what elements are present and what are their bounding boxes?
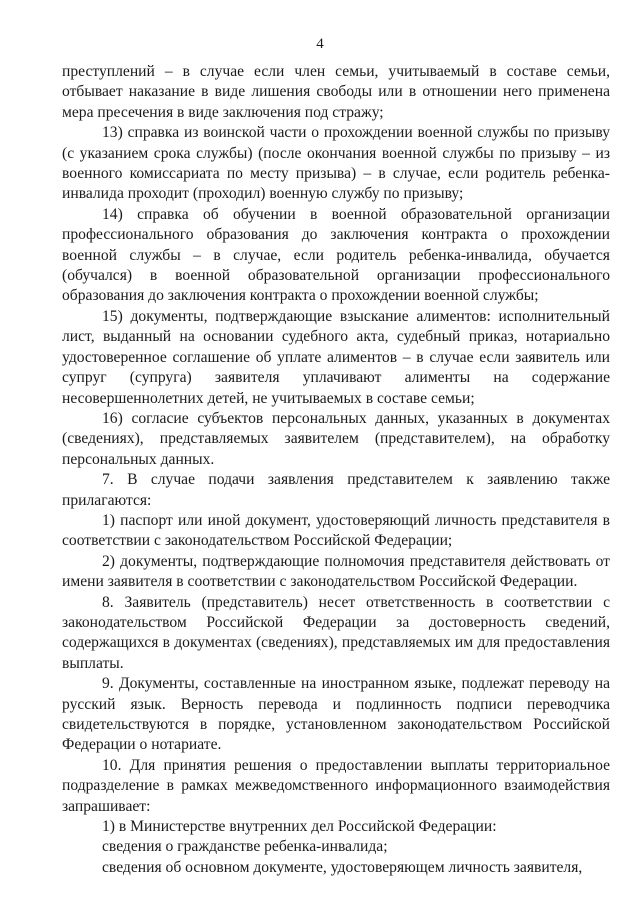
paragraph-section-10-item-1-a: сведения о гражданстве ребенка-инвалида; [102,838,388,856]
paragraph-section-8: 8. Заявитель (представитель) несет ответственность в соответствии с законодательством Российской Федерации за достоверность сведений, содержащихся в документах (сведениях), представляемых им для предоставления выплаты. [62,593,610,672]
paragraph-section-7-item-2: 2) документы, подтверждающие полномочия представителя действовать от имени заявителя в соответствии с законодательством Российской Федерации. [62,552,610,591]
paragraph-section-10: 10. Для принятия решения о предоставлении выплаты территориальное подразделение в рамках межведомственного информационного взаимодействия запрашивает: [62,756,610,815]
paragraph-section-9: 9. Документы, составленные на иностранном языке, подлежат переводу на русский язык. Верность перевода и подлинность подписи переводчика свидетельствуются в порядке, установленном законодательством Российской Федерации о нотариате. [62,675,610,754]
paragraph-item-16: 16) согласие субъектов персональных данных, указанных в документах (сведениях), представляемых заявителем (представителем), на обработку персональных данных. [62,409,610,468]
paragraph-item-15: 15) документы, подтверждающие взыскание алиментов: исполнительный лист, выданный на основании судебного акта, судебный приказ, нотариально удостоверенное соглашение об уплате алиментов – в случае если заявитель или супруг (супруга) заявителя уплачивают алименты на содержание несовершеннолетних детей, не учитываемых в составе семьи; [62,307,610,407]
paragraph-section-7-item-1: 1) паспорт или иной документ, удостоверяющий личность представителя в соответствии с законодательством Российской Федерации; [62,511,610,550]
document-body [62,62,610,878]
paragraph-item-14: 14) справка об обучении в военной образовательной организации профессионального образования до заключения контракта о прохождении военной службы – в случае, если родитель ребенка-инвалида, обучается (обучался) в военной образовательной организации профессионального образования до заключения контракта о прохождении военной службы; [62,205,610,305]
paragraph-section-10-item-1-b: сведения об основном документе, удостоверяющем личность заявителя, [102,858,583,876]
paragraph-item-13: 13) справка из воинской части о прохождении военной службы по призыву (с указанием срока службы) (после окончания военной службы по призыву – из военного комиссариата по месту призыва) – в случае, если родитель ребенка-инвалида проходит (проходил) военную службу по призыву; [62,124,610,203]
paragraph-continuation: преступлений – в случае если член семьи, учитываемый в составе семьи, отбывает наказание в виде лишения свободы или в отношении него применена мера пресечения в виде заключения под стражу; [62,63,610,121]
page-number: 4 [316,36,324,52]
paragraph-section-7: 7. В случае подачи заявления представителем к заявлению также прилагаются: [62,471,610,509]
paragraph-section-10-item-1: 1) в Министерстве внутренних дел Российской Федерации: [102,818,497,836]
